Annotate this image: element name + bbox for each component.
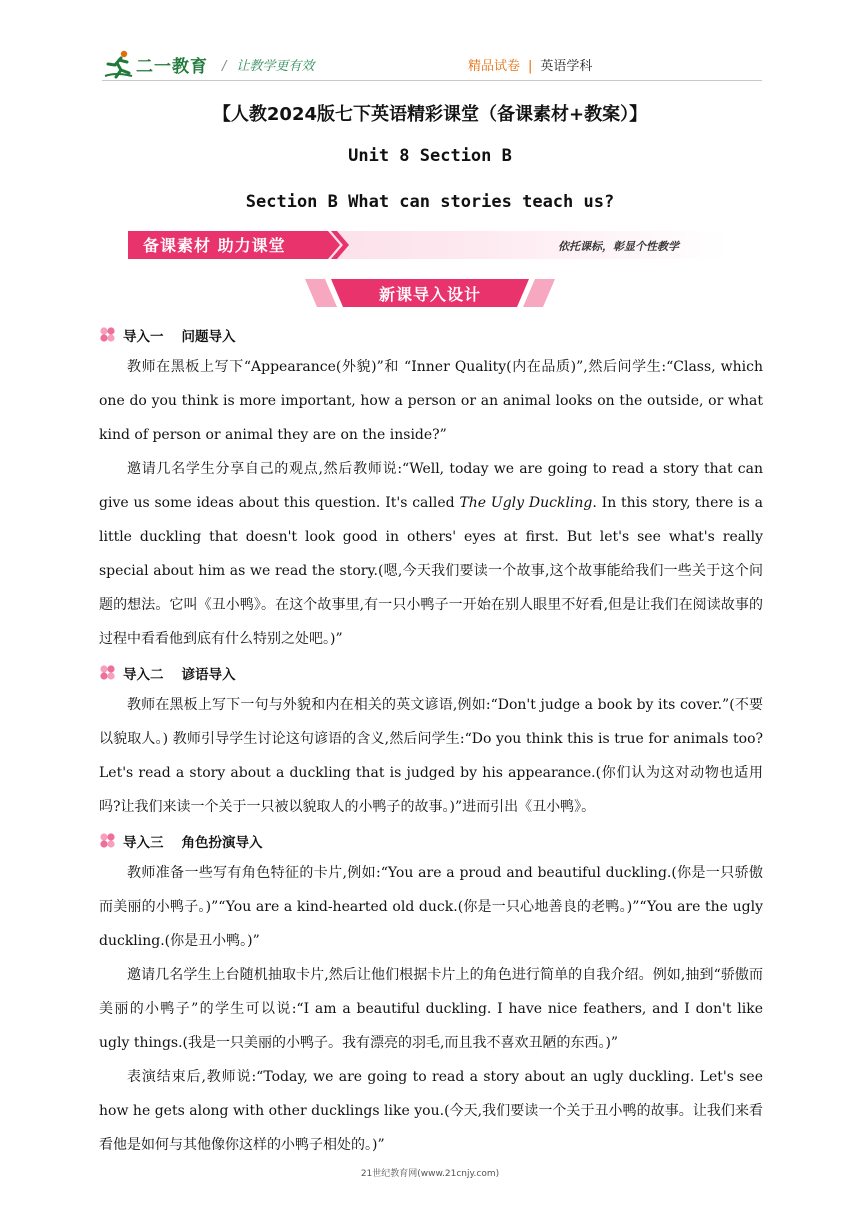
header-divider xyxy=(102,80,762,81)
logo-text: 二一教育 xyxy=(136,56,208,77)
unit-title: Unit 8 Section B xyxy=(348,146,512,166)
prep-banner xyxy=(128,229,728,261)
header-tag-subject: 英语学科 xyxy=(540,59,593,74)
ribbon-label: 新课导入设计 xyxy=(378,285,481,304)
section-title: Section B What can stories teach us? xyxy=(245,192,615,212)
page-footer: 21世纪教育网(www.21cnjy.com) xyxy=(360,1169,500,1179)
section-ribbon xyxy=(305,277,555,309)
intro-3-paragraph-2: 邀请几名学生上台随机抽取卡片,然后让他们根据卡片上的角色进行简单的自我介绍。例如,抽到“骄傲而美丽的小鸭子”的学生可以说:“I am a beautiful duckling. I have nice feathers, and I don't like ugly things.(我是一只美丽的小鸭子。我有漂亮的羽毛,而且我不喜欢丑陋的东西。)” xyxy=(99,967,763,1051)
banner-left-text: 备课素材 助力课堂 xyxy=(143,236,286,255)
intro-3-paragraph-3: 表演结束后,教师说:“Today, we are going to read a story about an ugly duckling. Let's see how he gets along with other ducklings like you.(今天,我们要读一个关于丑小鸭的故事。让我们来看看他是如何与其他像你这样的小鸭子相处的。)” xyxy=(99,1069,763,1153)
document-title: 【人教2024版七下英语精彩课堂（备课素材+教案）】 xyxy=(212,104,648,125)
story-title-italic: The Ugly Duckling xyxy=(459,495,593,511)
intro-2-paragraph-1: 教师在黑板上写下一句与外貌和内在相关的英文谚语,例如:“Don't judge a book by its cover.”(不要以貌取人。) 教师引导学生讨论这句谚语的含义,然后问学生:“Do you think this is true for animals too? Let's read a story about a duckling that is judged by his appearance.(你们认为这对动物也适用吗?让我们来读一个关于一只被以貌取人的小鸭子的故事。)”进而引出《丑小鸭》。 xyxy=(99,697,763,815)
flower-bullet-icon xyxy=(99,664,117,682)
flower-bullet-icon xyxy=(99,832,117,850)
intro-1-label: 导入一 xyxy=(123,329,164,345)
flower-bullet-icon xyxy=(99,326,117,344)
intro-3-heading xyxy=(99,826,763,856)
intro-1-paragraph-2: 邀请几名学生分享自己的观点,然后教师说:“Well, today we are going to read a story that can give us some ideas about this question. It's called The Ugly Duckling. In this story, there is a little duckling that doesn't look good in others' eyes at first. But let's see what's really special about him as we read the story.(嗯,今天我们要读一个故事,这个故事能给我们一些关于这个问题的想法。它叫《丑小鸭》。在这个故事里,有一只小鸭子一开始在别人眼里不好看,但是让我们在阅读故事的过程中看看他到底有什么特别之处吧。)” xyxy=(99,461,764,647)
intro-3-label: 导入三 xyxy=(123,835,164,851)
header-tags xyxy=(468,55,592,74)
header-tag-papers: 精品试卷 xyxy=(468,59,521,74)
intro-1-title: 问题导入 xyxy=(181,329,236,345)
intro-2-label: 导入二 xyxy=(123,667,164,683)
intro-1-heading xyxy=(99,320,763,350)
intro-3-title: 角色扮演导入 xyxy=(181,835,263,851)
intro-1-paragraph-1: 教师在黑板上写下“Appearance(外貌)”和 “Inner Quality(内在品质)”,然后问学生:“Class, which one do you think is more important, how a person or an animal looks on the outside, or what kind of person or animal they are on the inside?” xyxy=(99,359,763,443)
intro-3-paragraph-1: 教师准备一些写有角色特征的卡片,例如:“You are a proud and beautiful duckling.(你是一只骄傲而美丽的小鸭子。)”“You are a kind-hearted old duck.(你是一只心地善良的老鸭。)”“You are the ugly duckling.(你是丑小鸭。)” xyxy=(99,865,763,949)
page-header xyxy=(0,0,860,90)
lesson-content xyxy=(99,318,763,1162)
header-slogan: / 让教学更有效 xyxy=(222,59,315,74)
intro-2-title: 谚语导入 xyxy=(181,667,236,683)
logo xyxy=(104,49,208,79)
intro-2-heading xyxy=(99,658,763,688)
banner-right-text: 依托课标，彰显个性教学 xyxy=(558,240,679,253)
header-separator: | xyxy=(528,59,533,74)
runner-logo-icon xyxy=(104,49,134,79)
